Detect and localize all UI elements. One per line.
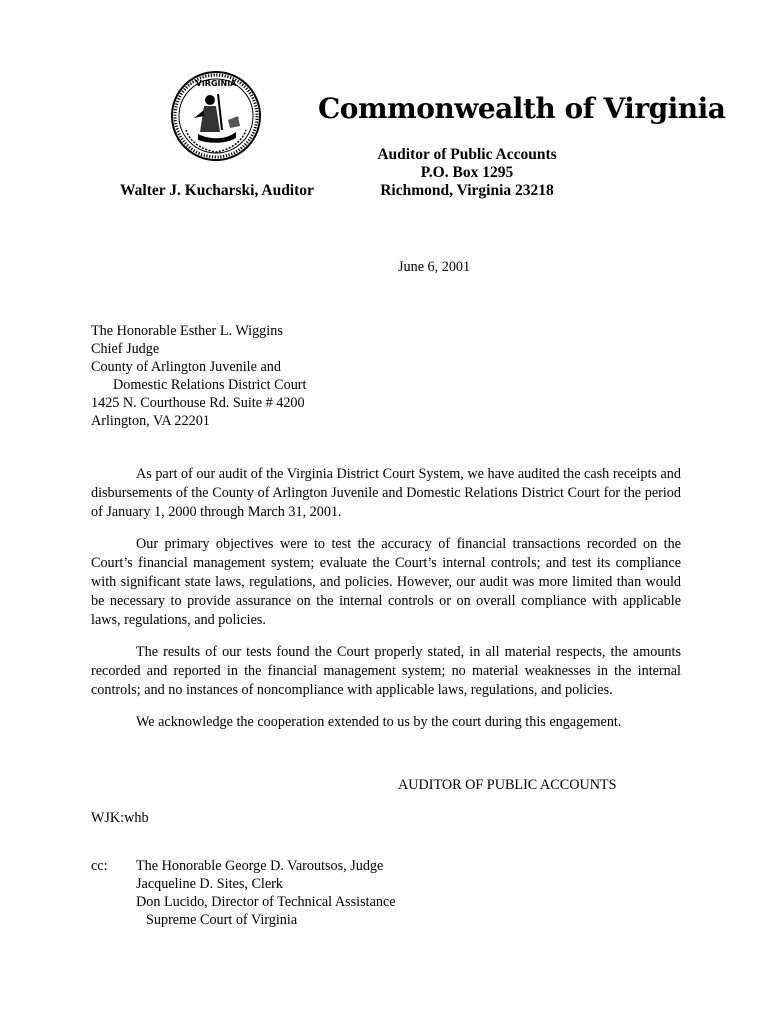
seal-label: VIRGINIA: [195, 79, 237, 88]
body-paragraph: Our primary objectives were to test the accuracy of financial transactions recorded on the Court’s financial management system; evaluate the Court’s internal controls; and test its compliance with significant state laws, regulations, and policies. However, our audit was more limited than would be necessary to provide assurance on the internal controls or on overall compliance with applicable laws, regulations, and policies.: [91, 536, 681, 628]
signature-block: AUDITOR OF PUBLIC ACCOUNTS: [398, 777, 617, 793]
typist-initials: WJK:whb: [91, 810, 149, 826]
cc-line: The Honorable George D. Varoutsos, Judge: [136, 858, 384, 874]
city-address: Richmond, Virginia 23218: [380, 182, 554, 199]
auditor-name: Walter J. Kucharski, Auditor: [120, 182, 314, 199]
virginia-seal-icon: [170, 70, 262, 162]
recipient-line: Arlington, VA 22201: [91, 413, 210, 429]
cc-line: Don Lucido, Director of Technical Assistance: [136, 894, 396, 910]
cc-line: Jacqueline D. Sites, Clerk: [136, 876, 283, 892]
recipient-line: Chief Judge: [91, 341, 160, 357]
cc-line: Supreme Court of Virginia: [146, 912, 298, 928]
recipient-line: Domestic Relations District Court: [113, 377, 307, 393]
po-box: P.O. Box 1295: [420, 164, 514, 181]
recipient-line: The Honorable Esther L. Wiggins: [91, 323, 283, 339]
letter-body: [91, 465, 681, 732]
office-name: Auditor of Public Accounts: [377, 146, 557, 163]
recipient-line: County of Arlington Juvenile and: [91, 359, 281, 375]
body-paragraph: As part of our audit of the Virginia District Court System, we have audited the cash receipts and disbursements of the County of Arlington Juvenile and Domestic Relations District Court for the period of January 1, 2000 through March 31, 2001.: [91, 466, 681, 520]
body-paragraph: The results of our tests found the Court properly stated, in all material respects, the amounts recorded and reported in the financial management system; no material weaknesses in the internal controls; and no instances of noncompliance with applicable laws, regulations, and policies.: [91, 644, 681, 698]
letterhead-title: Commonwealth of Virginia: [318, 92, 726, 125]
cc-label: cc:: [91, 858, 108, 874]
recipient-address: [91, 322, 306, 430]
recipient-line: 1425 N. Courthouse Rd. Suite # 4200: [91, 395, 305, 411]
body-paragraph: We acknowledge the cooperation extended to us by the court during this engagement.: [136, 714, 622, 730]
letter-date: June 6, 2001: [398, 259, 471, 275]
cc-list: [136, 857, 396, 929]
